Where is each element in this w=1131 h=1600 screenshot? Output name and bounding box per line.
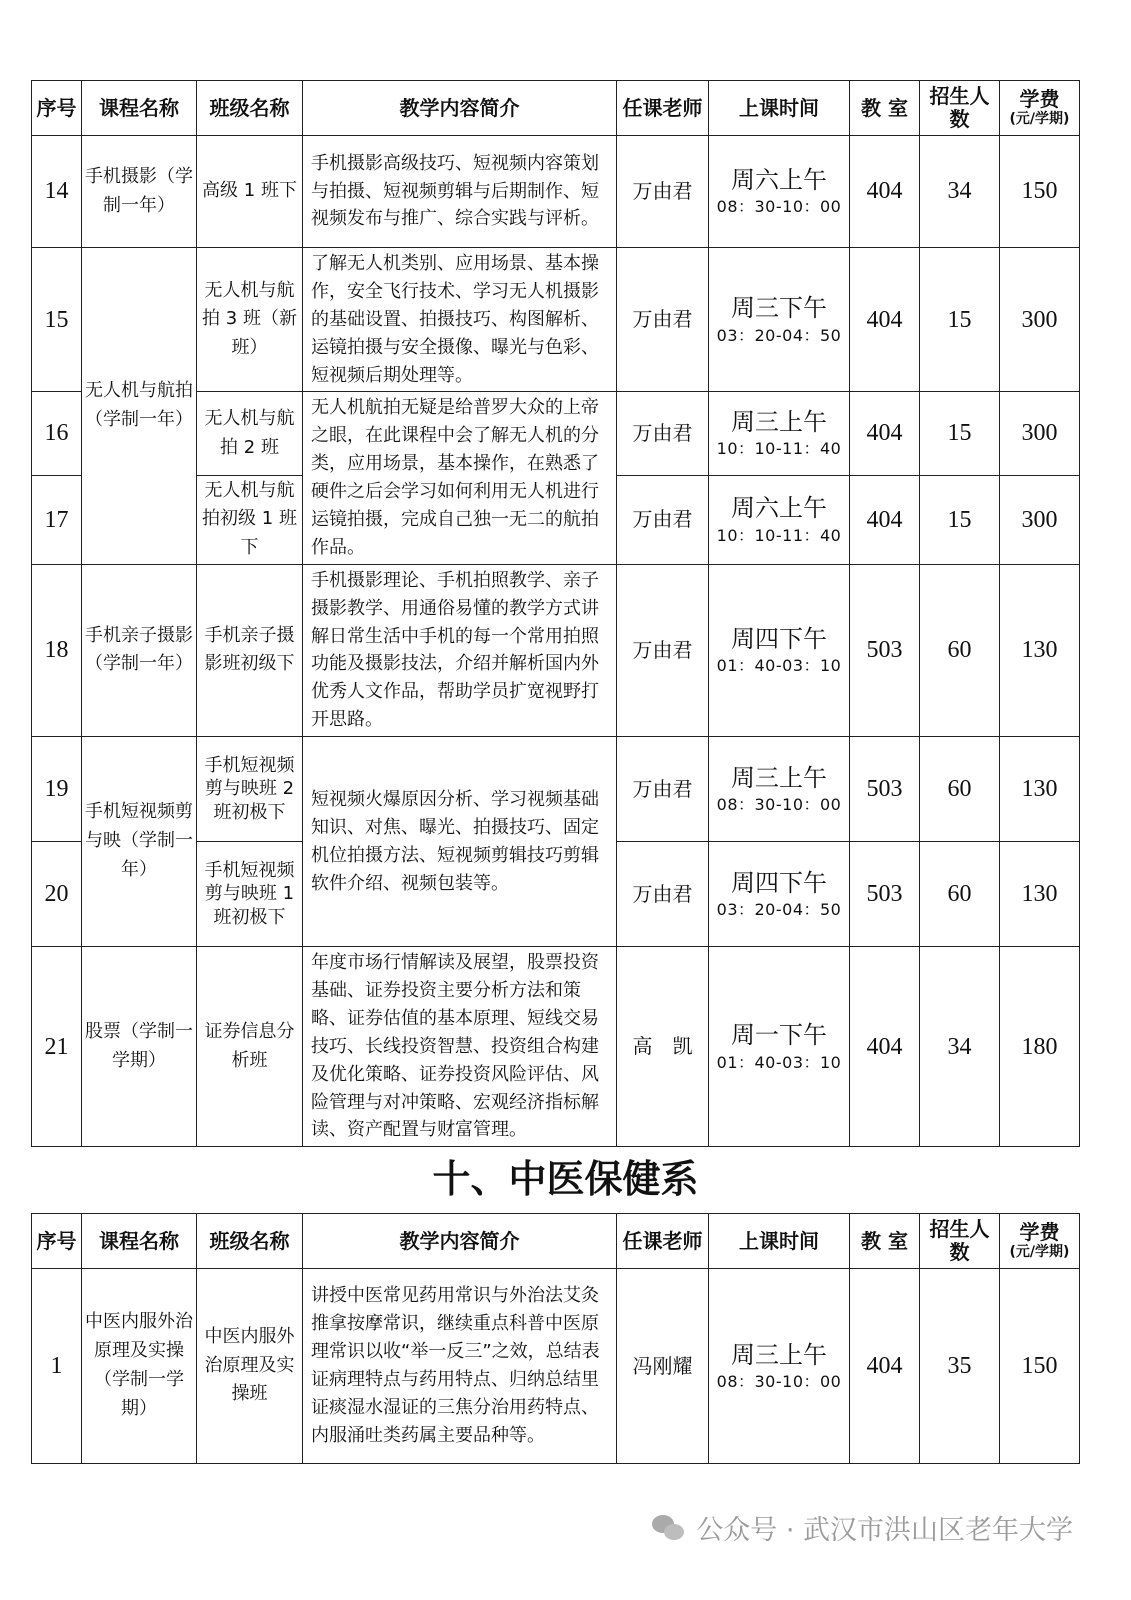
row-day: 周六上午 xyxy=(731,166,827,195)
row-enroll: 15 xyxy=(920,248,1000,392)
header-room: 教 室 xyxy=(850,1214,920,1269)
header-room: 教 室 xyxy=(850,81,920,136)
row-class: 无人机与航拍 3 班（新班） xyxy=(197,248,303,392)
row-fee: 150 xyxy=(1000,1269,1080,1464)
row-teacher: 冯刚耀 xyxy=(617,1269,709,1464)
row-room: 404 xyxy=(850,947,920,1147)
row-enroll: 35 xyxy=(920,1269,1000,1464)
header-teacher: 任课老师 xyxy=(617,1214,709,1269)
table-row xyxy=(32,737,1080,842)
row-hours: 08：30-10：00 xyxy=(716,1371,842,1391)
watermark xyxy=(652,1508,1073,1547)
row-time xyxy=(709,737,850,842)
row-hours: 03：20-04：50 xyxy=(716,325,842,345)
row-class: 证券信息分析班 xyxy=(197,947,303,1147)
row-hours: 08：30-10：00 xyxy=(716,794,842,814)
header-course: 课程名称 xyxy=(82,81,197,136)
course-table-2 xyxy=(31,1213,1080,1464)
row-hours: 08：30-10：00 xyxy=(716,197,842,217)
header-fee-label: 学费 xyxy=(1019,1220,1060,1245)
row-time xyxy=(709,842,850,947)
row-room: 503 xyxy=(850,737,920,842)
row-enroll: 60 xyxy=(920,737,1000,842)
row-seq: 19 xyxy=(32,737,82,842)
table-row xyxy=(32,947,1080,1147)
row-seq: 16 xyxy=(32,392,82,475)
table-row xyxy=(32,564,1080,736)
header-seq: 序号 xyxy=(32,1214,82,1269)
row-enroll: 34 xyxy=(920,947,1000,1147)
header-seq: 序号 xyxy=(32,81,82,136)
row-seq: 15 xyxy=(32,248,82,392)
row-seq: 14 xyxy=(32,136,82,248)
row-room: 503 xyxy=(850,564,920,736)
row-time xyxy=(709,1269,850,1464)
watermark-text: 公众号 · 武汉市洪山区老年大学 xyxy=(696,1515,1073,1546)
header-fee-label: 学费 xyxy=(1019,87,1060,112)
row-fee: 300 xyxy=(1000,392,1080,475)
row-course: 无人机与航拍（学制一年） xyxy=(82,248,197,565)
row-room: 404 xyxy=(850,248,920,392)
header-content: 教学内容简介 xyxy=(303,81,617,136)
row-seq: 18 xyxy=(32,564,82,736)
row-class: 手机亲子摄影班初级下 xyxy=(197,564,303,736)
row-time xyxy=(709,564,850,736)
row-hours: 10：10-11：40 xyxy=(716,439,842,459)
row-day: 周四下午 xyxy=(731,868,827,897)
row-content: 了解无人机类别、应用场景、基本操作，安全飞行技术、学习无人机摄影的基础设置、拍摄技巧、构图解析、运镜拍摄与安全摄像、曝光与色彩、短视频后期处理等。 xyxy=(303,248,617,392)
row-course: 中医内服外治原理及实操（学制一学期） xyxy=(82,1269,197,1464)
row-content: 手机摄影高级技巧、短视频内容策划与拍摄、短视频剪辑与后期制作、短视频发布与推广、综合实践与评析。 xyxy=(303,136,617,248)
row-time xyxy=(709,475,850,564)
row-time xyxy=(709,248,850,392)
row-teacher: 万由君 xyxy=(617,136,709,248)
row-hours: 01：40-03：10 xyxy=(716,656,842,676)
row-enroll: 60 xyxy=(920,842,1000,947)
table-header-row xyxy=(32,81,1080,136)
row-content: 短视频火爆原因分析、学习视频基础知识、对焦、曝光、拍摄技巧、固定机位拍摄方法、短视频剪辑技巧剪辑软件介绍、视频包装等。 xyxy=(303,737,617,947)
row-teacher: 万由君 xyxy=(617,475,709,564)
row-seq: 1 xyxy=(32,1269,82,1464)
row-hours: 01：40-03：10 xyxy=(716,1052,842,1072)
row-enroll: 34 xyxy=(920,136,1000,248)
row-course: 股票（学制一学期） xyxy=(82,947,197,1147)
row-class: 手机短视频剪与映班 2 班初极下 xyxy=(197,737,303,842)
header-fee xyxy=(1000,81,1080,136)
header-time: 上课时间 xyxy=(709,81,850,136)
row-teacher: 高 凯 xyxy=(617,947,709,1147)
row-enroll: 60 xyxy=(920,564,1000,736)
row-class: 手机短视频剪与映班 1 班初极下 xyxy=(197,842,303,947)
table-row xyxy=(32,1269,1080,1464)
row-time xyxy=(709,136,850,248)
header-class: 班级名称 xyxy=(197,1214,303,1269)
row-fee: 300 xyxy=(1000,248,1080,392)
table-row xyxy=(32,248,1080,392)
row-class: 高级 1 班下 xyxy=(197,136,303,248)
row-enroll: 15 xyxy=(920,475,1000,564)
header-teacher: 任课老师 xyxy=(617,81,709,136)
header-fee-unit: (元/学期) xyxy=(1009,1244,1070,1261)
row-content: 无人机航拍无疑是给普罗大众的上帝之眼，在此课程中会了解无人机的分类，应用场景，基本操作，在熟悉了硬件之后会学习如何利用无人机进行运镜拍摄，完成自己独一无二的航拍作品。 xyxy=(303,392,617,564)
row-course: 手机摄影（学制一年） xyxy=(82,136,197,248)
row-course: 手机亲子摄影（学制一年） xyxy=(82,564,197,736)
row-content: 年度市场行情解读及展望，股票投资基础、证券投资主要分析方法和策略、证券估值的基本原理、短线交易技巧、长线投资智慧、投资组合构建及优化策略、证券投资风险评估、风险管理与对冲策略、宏观经济指标解读、资产配置与财富管理。 xyxy=(303,947,617,1147)
row-room: 503 xyxy=(850,842,920,947)
row-content: 讲授中医常见药用常识与外治法艾灸推拿按摩常识，继续重点科普中医原理常识以收“举一反三”之效，总结表证病理特点与药用特点、归纳总结里证痰湿水湿证的三焦分治用药特点、内服涌吐类药属主要品种等。 xyxy=(303,1269,617,1464)
row-class: 无人机与航拍 2 班 xyxy=(197,392,303,475)
row-fee: 180 xyxy=(1000,947,1080,1147)
row-day: 周四下午 xyxy=(731,625,827,654)
table-row xyxy=(32,136,1080,248)
row-day: 周三上午 xyxy=(731,408,827,437)
header-time: 上课时间 xyxy=(709,1214,850,1269)
header-enroll: 招生人数 xyxy=(920,1214,1000,1269)
row-seq: 17 xyxy=(32,475,82,564)
table-header-row xyxy=(32,1214,1080,1269)
header-content: 教学内容简介 xyxy=(303,1214,617,1269)
row-room: 404 xyxy=(850,392,920,475)
header-class: 班级名称 xyxy=(197,81,303,136)
row-enroll: 15 xyxy=(920,392,1000,475)
header-fee-unit: (元/学期) xyxy=(1009,111,1070,128)
row-seq: 21 xyxy=(32,947,82,1147)
row-fee: 130 xyxy=(1000,842,1080,947)
header-course: 课程名称 xyxy=(82,1214,197,1269)
row-room: 404 xyxy=(850,136,920,248)
row-teacher: 万由君 xyxy=(617,737,709,842)
row-time xyxy=(709,392,850,475)
row-hours: 10：10-11：40 xyxy=(716,525,842,545)
row-fee: 150 xyxy=(1000,136,1080,248)
row-seq: 20 xyxy=(32,842,82,947)
row-fee: 130 xyxy=(1000,564,1080,736)
wechat-icon xyxy=(652,1515,686,1541)
row-class: 中医内服外治原理及实操班 xyxy=(197,1269,303,1464)
row-teacher: 万由君 xyxy=(617,248,709,392)
row-day: 周六上午 xyxy=(731,494,827,523)
row-teacher: 万由君 xyxy=(617,842,709,947)
row-fee: 130 xyxy=(1000,737,1080,842)
row-room: 404 xyxy=(850,475,920,564)
row-day: 周三下午 xyxy=(731,294,827,323)
row-teacher: 万由君 xyxy=(617,564,709,736)
row-content: 手机摄影理论、手机拍照教学、亲子摄影教学、用通俗易懂的教学方式讲解日常生活中手机的每一个常用拍照功能及摄影技法，介绍并解析国内外优秀人文作品，帮助学员扩宽视野打开思路。 xyxy=(303,564,617,736)
row-class: 无人机与航拍初级 1 班下 xyxy=(197,475,303,564)
section-title: 十、中医保健系 xyxy=(432,1156,699,1201)
course-table-1 xyxy=(31,80,1080,1147)
row-day: 周一下午 xyxy=(731,1021,827,1050)
row-time xyxy=(709,947,850,1147)
header-enroll: 招生人数 xyxy=(920,81,1000,136)
header-fee xyxy=(1000,1214,1080,1269)
row-teacher: 万由君 xyxy=(617,392,709,475)
row-hours: 03：20-04：50 xyxy=(716,899,842,919)
row-day: 周三上午 xyxy=(731,1340,827,1369)
row-fee: 300 xyxy=(1000,475,1080,564)
row-day: 周三上午 xyxy=(731,763,827,792)
row-course: 手机短视频剪与映（学制一年） xyxy=(82,737,197,947)
row-room: 404 xyxy=(850,1269,920,1464)
